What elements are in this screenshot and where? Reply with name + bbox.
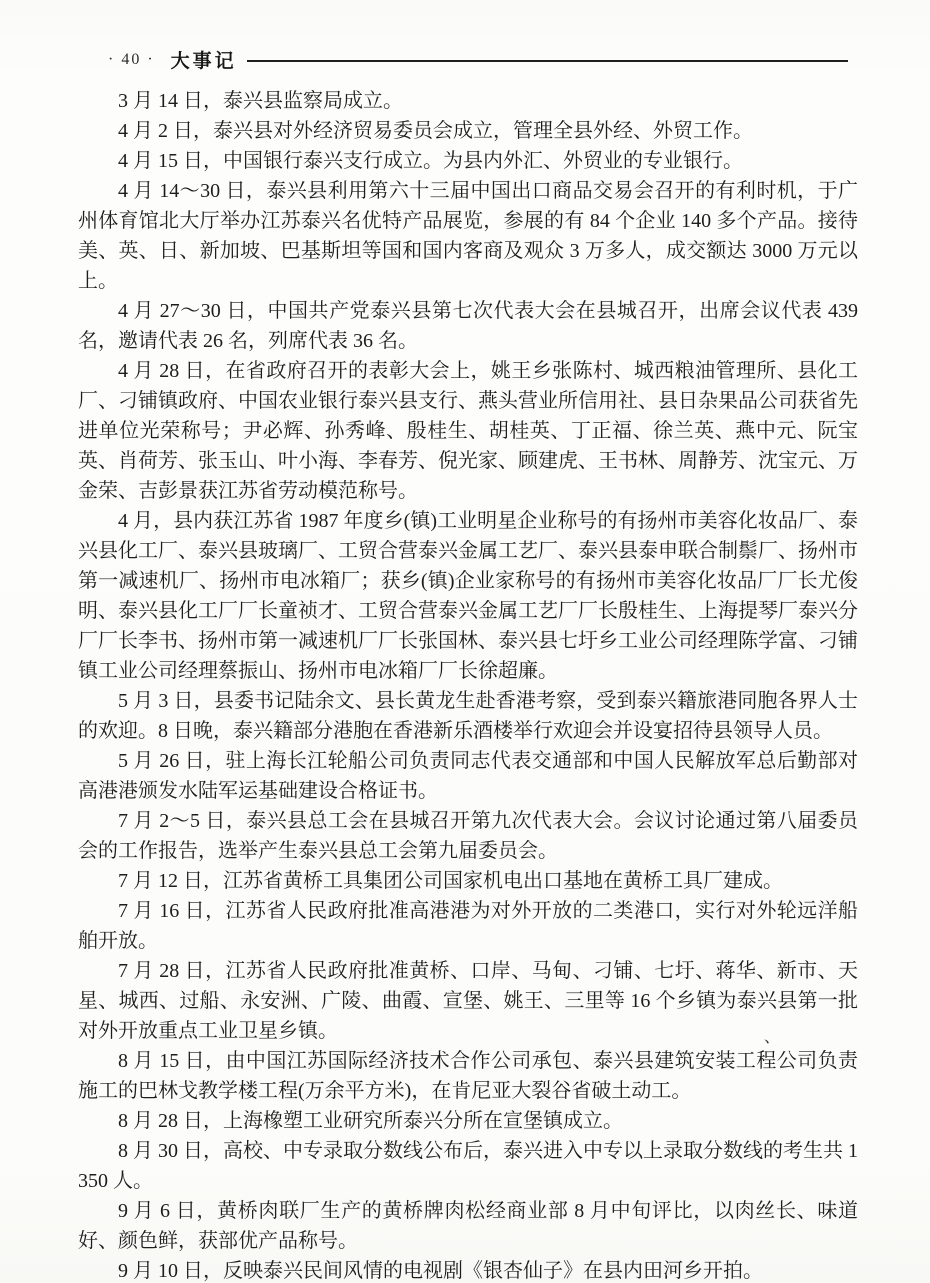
event-paragraph: 5 月 26 日，驻上海长江轮船公司负责同志代表交通部和中国人民解放军总后勤部对高港港颁发水陆军运基础建设合格证书。 (78, 750, 858, 802)
event-paragraph: 8 月 15 日，由中国江苏国际经济技术合作公司承包、泰兴县建筑安装工程公司负责施工的巴林戈教学楼工程(万余平方米)，在肯尼亚大裂谷省破土动工。 (78, 1050, 858, 1102)
event-paragraph: 8 月 30 日，高校、中专录取分数线公布后，泰兴进入中专以上录取分数线的考生共 1350 人。 (78, 1140, 858, 1192)
stray-ink-mark: 、 (764, 1029, 781, 1046)
header-rule (247, 60, 848, 62)
event-paragraph: 4 月 14～30 日，泰兴县利用第六十三届中国出口商品交易会召开的有利时机，于广州体育馆北大厅举办江苏泰兴名优特产品展览，参展的有 84 个企业 140 多个产品。接待美、英、日、新加坡、巴基斯坦等国和国内客商及观众 3 万多人，成交额达 3000 万元以上。 (78, 180, 858, 292)
event-paragraph: 4 月 2 日，泰兴县对外经济贸易委员会成立，管理全县外经、外贸工作。 (118, 120, 753, 142)
event-paragraph: 3 月 14 日，泰兴县监察局成立。 (118, 90, 403, 112)
event-paragraph: 4 月 27～30 日，中国共产党泰兴县第七次代表大会在县城召开，出席会议代表 439 名，邀请代表 26 名，列席代表 36 名。 (78, 300, 858, 352)
event-paragraph: 5 月 3 日，县委书记陆余文、县长黄龙生赴香港考察，受到泰兴籍旅港同胞各界人士的欢迎。8 日晚，泰兴籍部分港胞在香港新乐酒楼举行欢迎会并设宴招待县领导人员。 (78, 690, 858, 742)
event-paragraph: 4 月，县内获江苏省 1987 年度乡(镇)工业明星企业称号的有扬州市美容化妆品厂、泰兴县化工厂、泰兴县玻璃厂、工贸合营泰兴金属工艺厂、泰兴县泰申联合制鬃厂、扬州市第一减速机厂、扬州市电冰箱厂；获乡(镇)企业家称号的有扬州市美容化妆品厂厂长尤俊明、泰兴县化工厂厂长童祯才、工贸合营泰兴金属工艺厂厂长殷桂生、上海提琴厂泰兴分厂厂长李书、扬州市第一减速机厂厂长张国林、泰兴县七圩乡工业公司经理陈学富、刁铺镇工业公司经理蔡振山、扬州市电冰箱厂厂长徐超廉。 (78, 510, 858, 682)
event-paragraph: 4 月 15 日，中国银行泰兴支行成立。为县内外汇、外贸业的专业银行。 (118, 150, 743, 172)
event-paragraph: 7 月 28 日，江苏省人民政府批准黄桥、口岸、马甸、刁铺、七圩、蒋华、新市、天星、城西、过船、永安洲、广陵、曲霞、宣堡、姚王、三里等 16 个乡镇为泰兴县第一批对外开放重点工业卫星乡镇。 (78, 960, 858, 1042)
section-title: 大事记 (170, 50, 237, 72)
event-paragraph: 7 月 12 日，江苏省黄桥工具集团公司国家机电出口基地在黄桥工具厂建成。 (118, 870, 783, 892)
page-header (108, 46, 848, 73)
chronicle-text-block (78, 86, 858, 1283)
event-paragraph: 9 月 6 日，黄桥肉联厂生产的黄桥牌肉松经商业部 8 月中旬评比，以肉丝长、味道好、颜色鲜，获部优产品称号。 (78, 1200, 858, 1252)
page-number: · 40 · (108, 50, 155, 68)
event-paragraph: 8 月 28 日，上海橡塑工业研究所泰兴分所在宣堡镇成立。 (118, 1110, 623, 1132)
event-paragraph: 7 月 2～5 日，泰兴县总工会在县城召开第九次代表大会。会议讨论通过第八届委员会的工作报告，选举产生泰兴县总工会第九届委员会。 (78, 810, 858, 862)
event-paragraph: 7 月 16 日，江苏省人民政府批准高港港为对外开放的二类港口，实行对外轮远洋船舶开放。 (78, 900, 858, 952)
event-paragraph: 4 月 28 日，在省政府召开的表彰大会上，姚王乡张陈村、城西粮油管理所、县化工厂、刁铺镇政府、中国农业银行泰兴县支行、燕头营业所信用社、县日杂果品公司获省先进单位光荣称号；尹必辉、孙秀峰、殷桂生、胡桂英、丁正福、徐兰英、燕中元、阮宝英、肖荷芳、张玉山、叶小海、李春芳、倪光家、顾建虎、王书林、周静芳、沈宝元、万金荣、吉彭景获江苏省劳动模范称号。 (78, 360, 858, 502)
event-paragraph: 9 月 10 日，反映泰兴民间风情的电视剧《银杏仙子》在县内田河乡开拍。 (118, 1260, 763, 1282)
